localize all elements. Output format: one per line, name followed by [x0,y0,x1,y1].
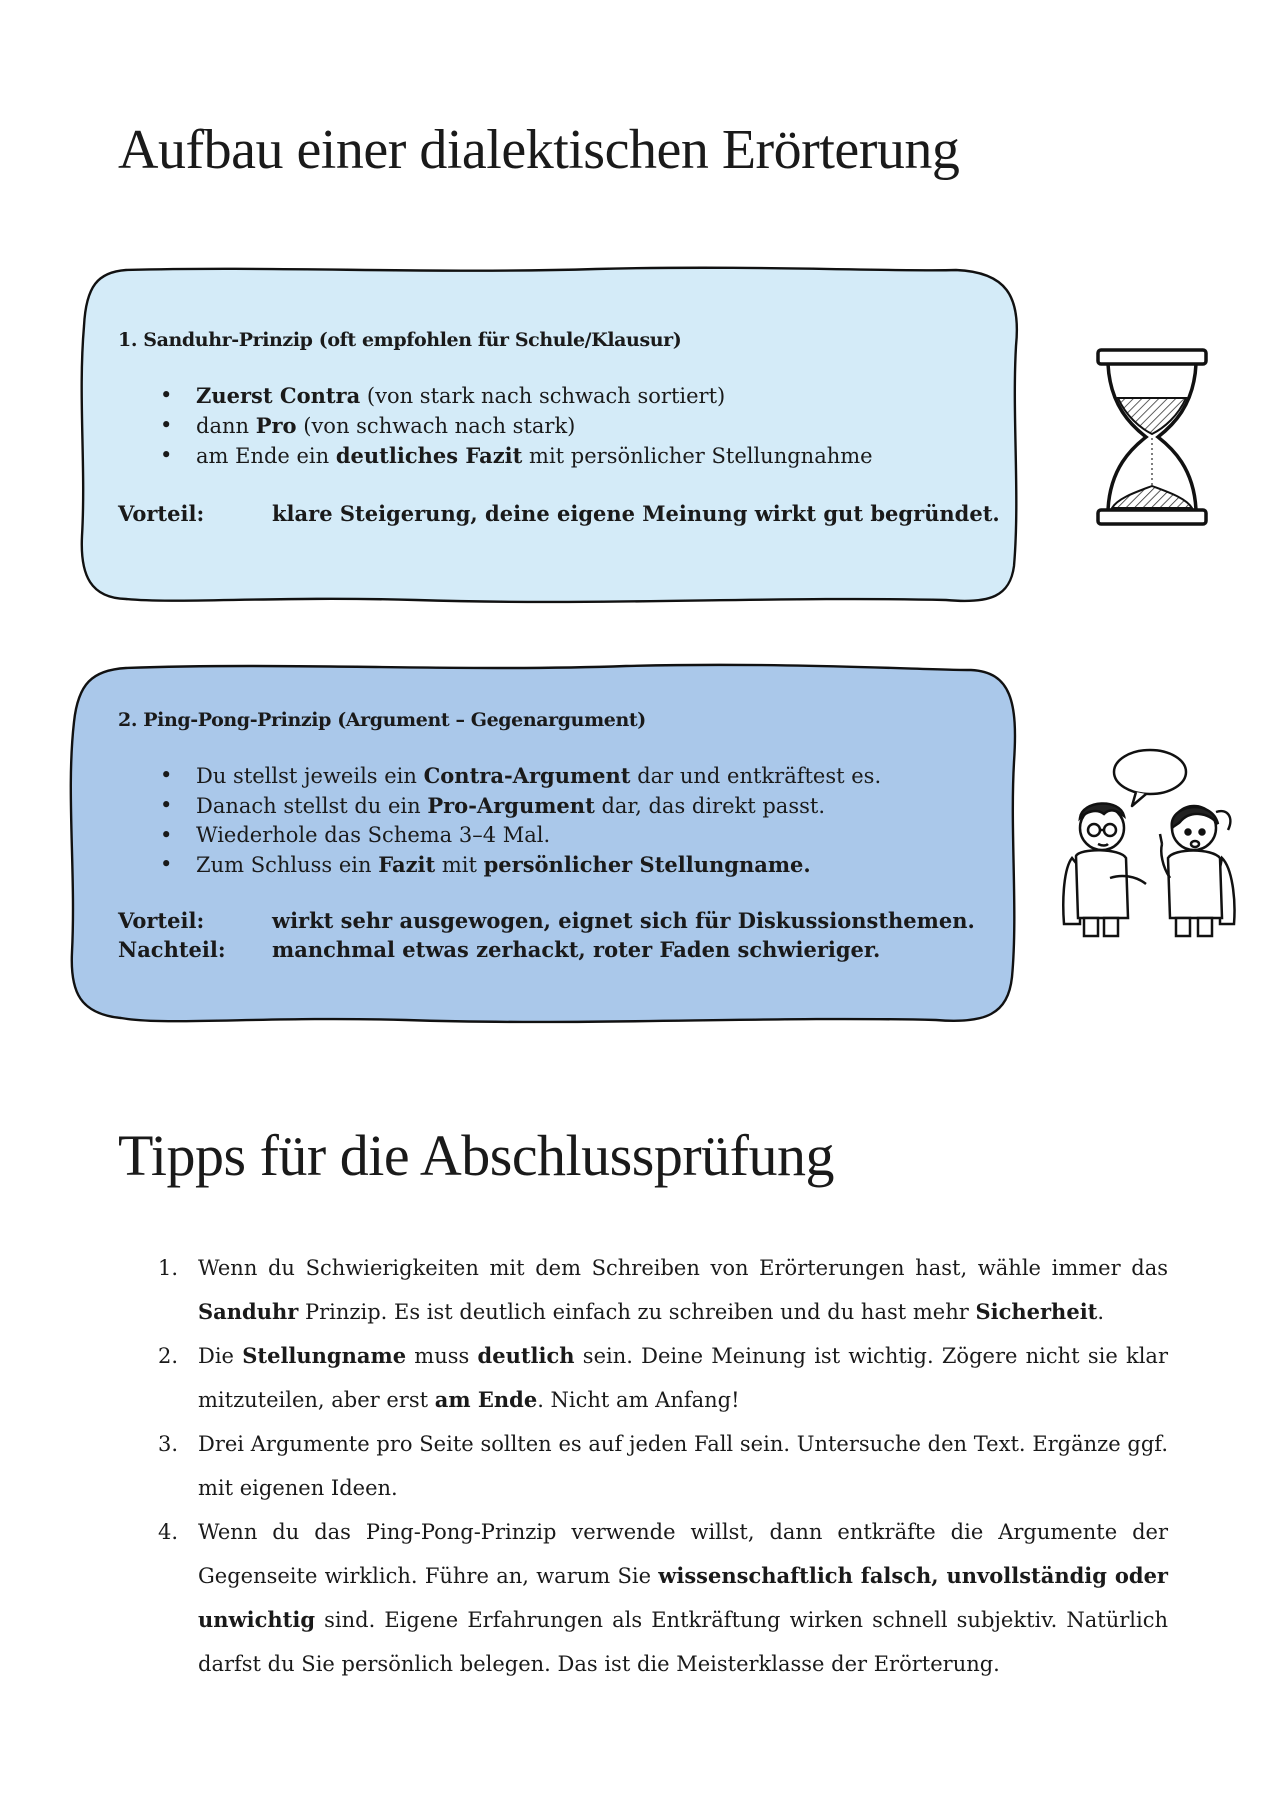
text: Wenn du das Ping-Pong-Prinzip verwende willst, dann entkräfte die Argumente der Gegenseite wirklich. Führe an, warum Sie [198,1520,1168,1588]
text: Die [198,1344,243,1368]
list-item [196,791,975,821]
tip-number: 1. [158,1256,179,1280]
bold-text: Pro [255,413,297,438]
bold-text: Contra-Argument [423,763,631,788]
advantage-label: Vorteil: [118,501,205,526]
bold-text: Stellungname [242,1343,407,1368]
hourglass-icon [1092,346,1212,528]
page-title: Aufbau einer dialektischen Erörterung [118,119,960,181]
sanduhr-box-content [118,326,1000,528]
bold-text: am Ende [434,1387,538,1412]
tips-title: Tipps für die Abschlussprüfung [118,1123,834,1188]
list-item [196,441,1000,471]
text: sein. Deine Meinung ist wichtig. Zögere nicht sie klar mitzuteilen, aber erst [198,1344,1168,1412]
ping-pong-bullet-list [118,761,975,880]
bold-text: wissenschaftlich falsch, unvollständig oder unwichtig [198,1563,1168,1632]
text: (von schwach nach stark) [296,414,576,438]
text: Du stellst jeweils ein [196,764,424,788]
bold-text: deutlich [477,1343,575,1368]
tip-item [158,1510,1168,1686]
list-item [196,821,975,850]
tips-list [158,1246,1168,1686]
disadvantage-label: Nachteil: [118,937,226,962]
ping-pong-box [66,662,1020,1026]
text: Prinzip. Es ist deutlich einfach zu schreiben und du hast mehr [298,1300,976,1324]
text: dar, das direkt passt. [594,794,825,818]
text: muss [406,1344,478,1368]
tip-item [158,1246,1168,1334]
ping-pong-box-content [118,706,975,964]
tip-number: 2. [158,1344,179,1368]
text: dar und entkräftest es. [630,764,882,788]
text: Drei Argumente pro Seite sollten es auf jeden Fall sein. Untersuche den Text. Ergänze ggf. mit eigenen Ideen. [198,1432,1168,1500]
disadvantage-text: manchmal etwas zerhackt, roter Faden schwieriger. [272,937,881,962]
bold-text: Sicherheit [975,1299,1098,1324]
tip-number: 3. [158,1432,179,1456]
text: mit persönlicher Stellungnahme [522,444,873,468]
list-item [196,381,1000,411]
text: dann [196,414,256,438]
text: am Ende ein [196,444,336,468]
sanduhr-notes [118,499,1000,528]
ping-pong-disadvantage-row [118,935,975,964]
advantage-label: Vorteil: [118,908,205,933]
list-item [196,850,975,880]
ping-pong-advantage-row [118,906,975,935]
bold-text: Pro-Argument [427,793,595,818]
ping-pong-notes [118,906,975,964]
text: (von stark nach schwach sortiert) [360,384,726,408]
bold-text: Zuerst Contra [196,383,361,408]
discussing-kids-icon [1050,748,1250,940]
bold-text: Sanduhr [198,1299,299,1324]
text: Zum Schluss ein [196,853,379,877]
sanduhr-advantage-row [118,499,1000,528]
text: Danach stellst du ein [196,794,428,818]
sanduhr-bullet-list [118,381,1000,471]
text: . [1097,1300,1105,1324]
tip-number: 4. [158,1520,179,1544]
list-item [196,411,1000,441]
advantage-text: klare Steigerung, deine eigene Meinung wirkt gut begründet. [272,501,1000,526]
text: sind. Eigene Erfahrungen als Entkräftung wirken schnell subjektiv. Natürlich darfst du Sie persönlich belegen. Das ist die Meisterklasse der Erörterung. [198,1608,1168,1676]
bold-text: Fazit [378,852,436,877]
bold-text: deutliches Fazit [335,443,523,468]
tip-item [158,1422,1168,1510]
list-item [196,761,975,791]
bold-text: persönlicher Stellungname. [483,852,811,877]
text: Wenn du Schwierigkeiten mit dem Schreiben von Erörterungen hast, wähle immer das [198,1256,1168,1280]
text: mit [435,853,484,877]
tip-item [158,1334,1168,1422]
text: . Nicht am Anfang! [537,1388,740,1412]
sanduhr-heading: 1. Sanduhr-Prinzip (oft empfohlen für Schule/Klausur) [118,329,682,351]
sanduhr-box [76,266,1022,604]
ping-pong-heading: 2. Ping-Pong-Prinzip (Argument – Gegenargument) [118,709,646,731]
advantage-text: wirkt sehr ausgewogen, eignet sich für Diskussionsthemen. [272,908,975,933]
text: Wiederhole das Schema 3–4 Mal. [196,823,551,847]
